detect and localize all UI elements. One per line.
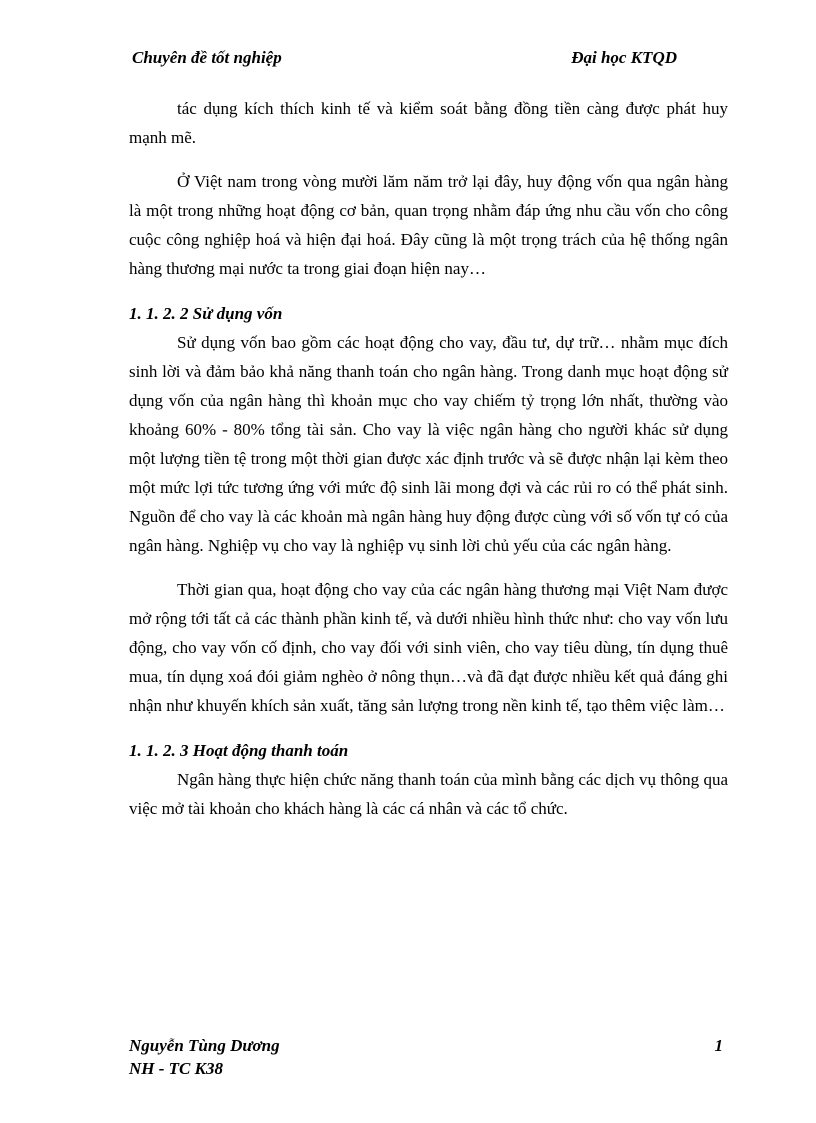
section-heading-2-3: 1. 1. 2. 3 Hoạt động thanh toán [129, 741, 349, 760]
paragraph-2: Ở Việt nam trong vòng mười lăm năm trở lại đây, huy động vốn qua ngân hàng là một trong những hoạt động cơ bản, quan trọng nhằm đáp ứng nhu cầu vốn cho công cuộc công nghiệp hoá và hiện đại hoá. Đây cũng là một trọng trách của hệ thống ngân hàng thương mại nước ta trong giai đoạn hiện nay… [129, 172, 728, 278]
footer-author: Nguyễn Tùng Dương [129, 1036, 280, 1055]
page-header [132, 48, 677, 72]
paragraph-1: tác dụng kích thích kinh tế và kiểm soát bằng đồng tiền càng được phát huy mạnh mẽ. [129, 99, 728, 147]
footer-class: NH - TC K38 [129, 1059, 223, 1078]
page-footer [129, 1034, 723, 1080]
page-number: 1 [714, 1036, 723, 1055]
header-document-type: Chuyên đề tốt nghiệp [132, 48, 282, 67]
paragraph-4: Thời gian qua, hoạt động cho vay của các ngân hàng thương mại Việt Nam được mở rộng tới tất cả các thành phần kinh tế, và dưới nhiều hình thức như: cho vay vốn lưu động, cho vay vốn cố định, cho vay đối với sinh viên, cho vay tiêu dùng, tín dụng thuê mua, tín dụng xoá đói giảm nghèo ở nông thụn…và đã đạt được nhiều kết quả đáng ghi nhận như khuyến khích sản xuất, tăng sản lượng trong nền kinh tế, tạo thêm việc làm… [129, 580, 728, 715]
header-university: Đại học KTQD [571, 48, 677, 67]
document-body [129, 94, 728, 823]
paragraph-5: Ngân hàng thực hiện chức năng thanh toán của mình bằng các dịch vụ thông qua việc mở tài khoản cho khách hàng là các cá nhân và các tổ chức. [129, 770, 728, 818]
section-heading-2-2: 1. 1. 2. 2 Sử dụng vốn [129, 304, 283, 323]
paragraph-3: Sử dụng vốn bao gồm các hoạt động cho vay, đầu tư, dự trữ… nhằm mục đích sinh lời và đảm bảo khả năng thanh toán cho ngân hàng. Trong danh mục hoạt động sử dụng vốn của ngân hàng thì khoản mục cho vay chiếm tỷ trọng lớn nhất, thường vào khoảng 60% - 80% tổng tài sản. Cho vay là việc ngân hàng cho người khác sử dụng một lượng tiền tệ trong một thời gian được xác định trước và sẽ được nhận lại kèm theo một mức lợi tức tương ứng với mức độ sinh lãi mong đợi và các rủi ro có thể phát sinh. Nguồn để cho vay là các khoản mà ngân hàng huy động được cùng với số vốn tự có của ngân hàng. Nghiệp vụ cho vay là nghiệp vụ sinh lời chủ yếu của các ngân hàng. [129, 333, 728, 555]
